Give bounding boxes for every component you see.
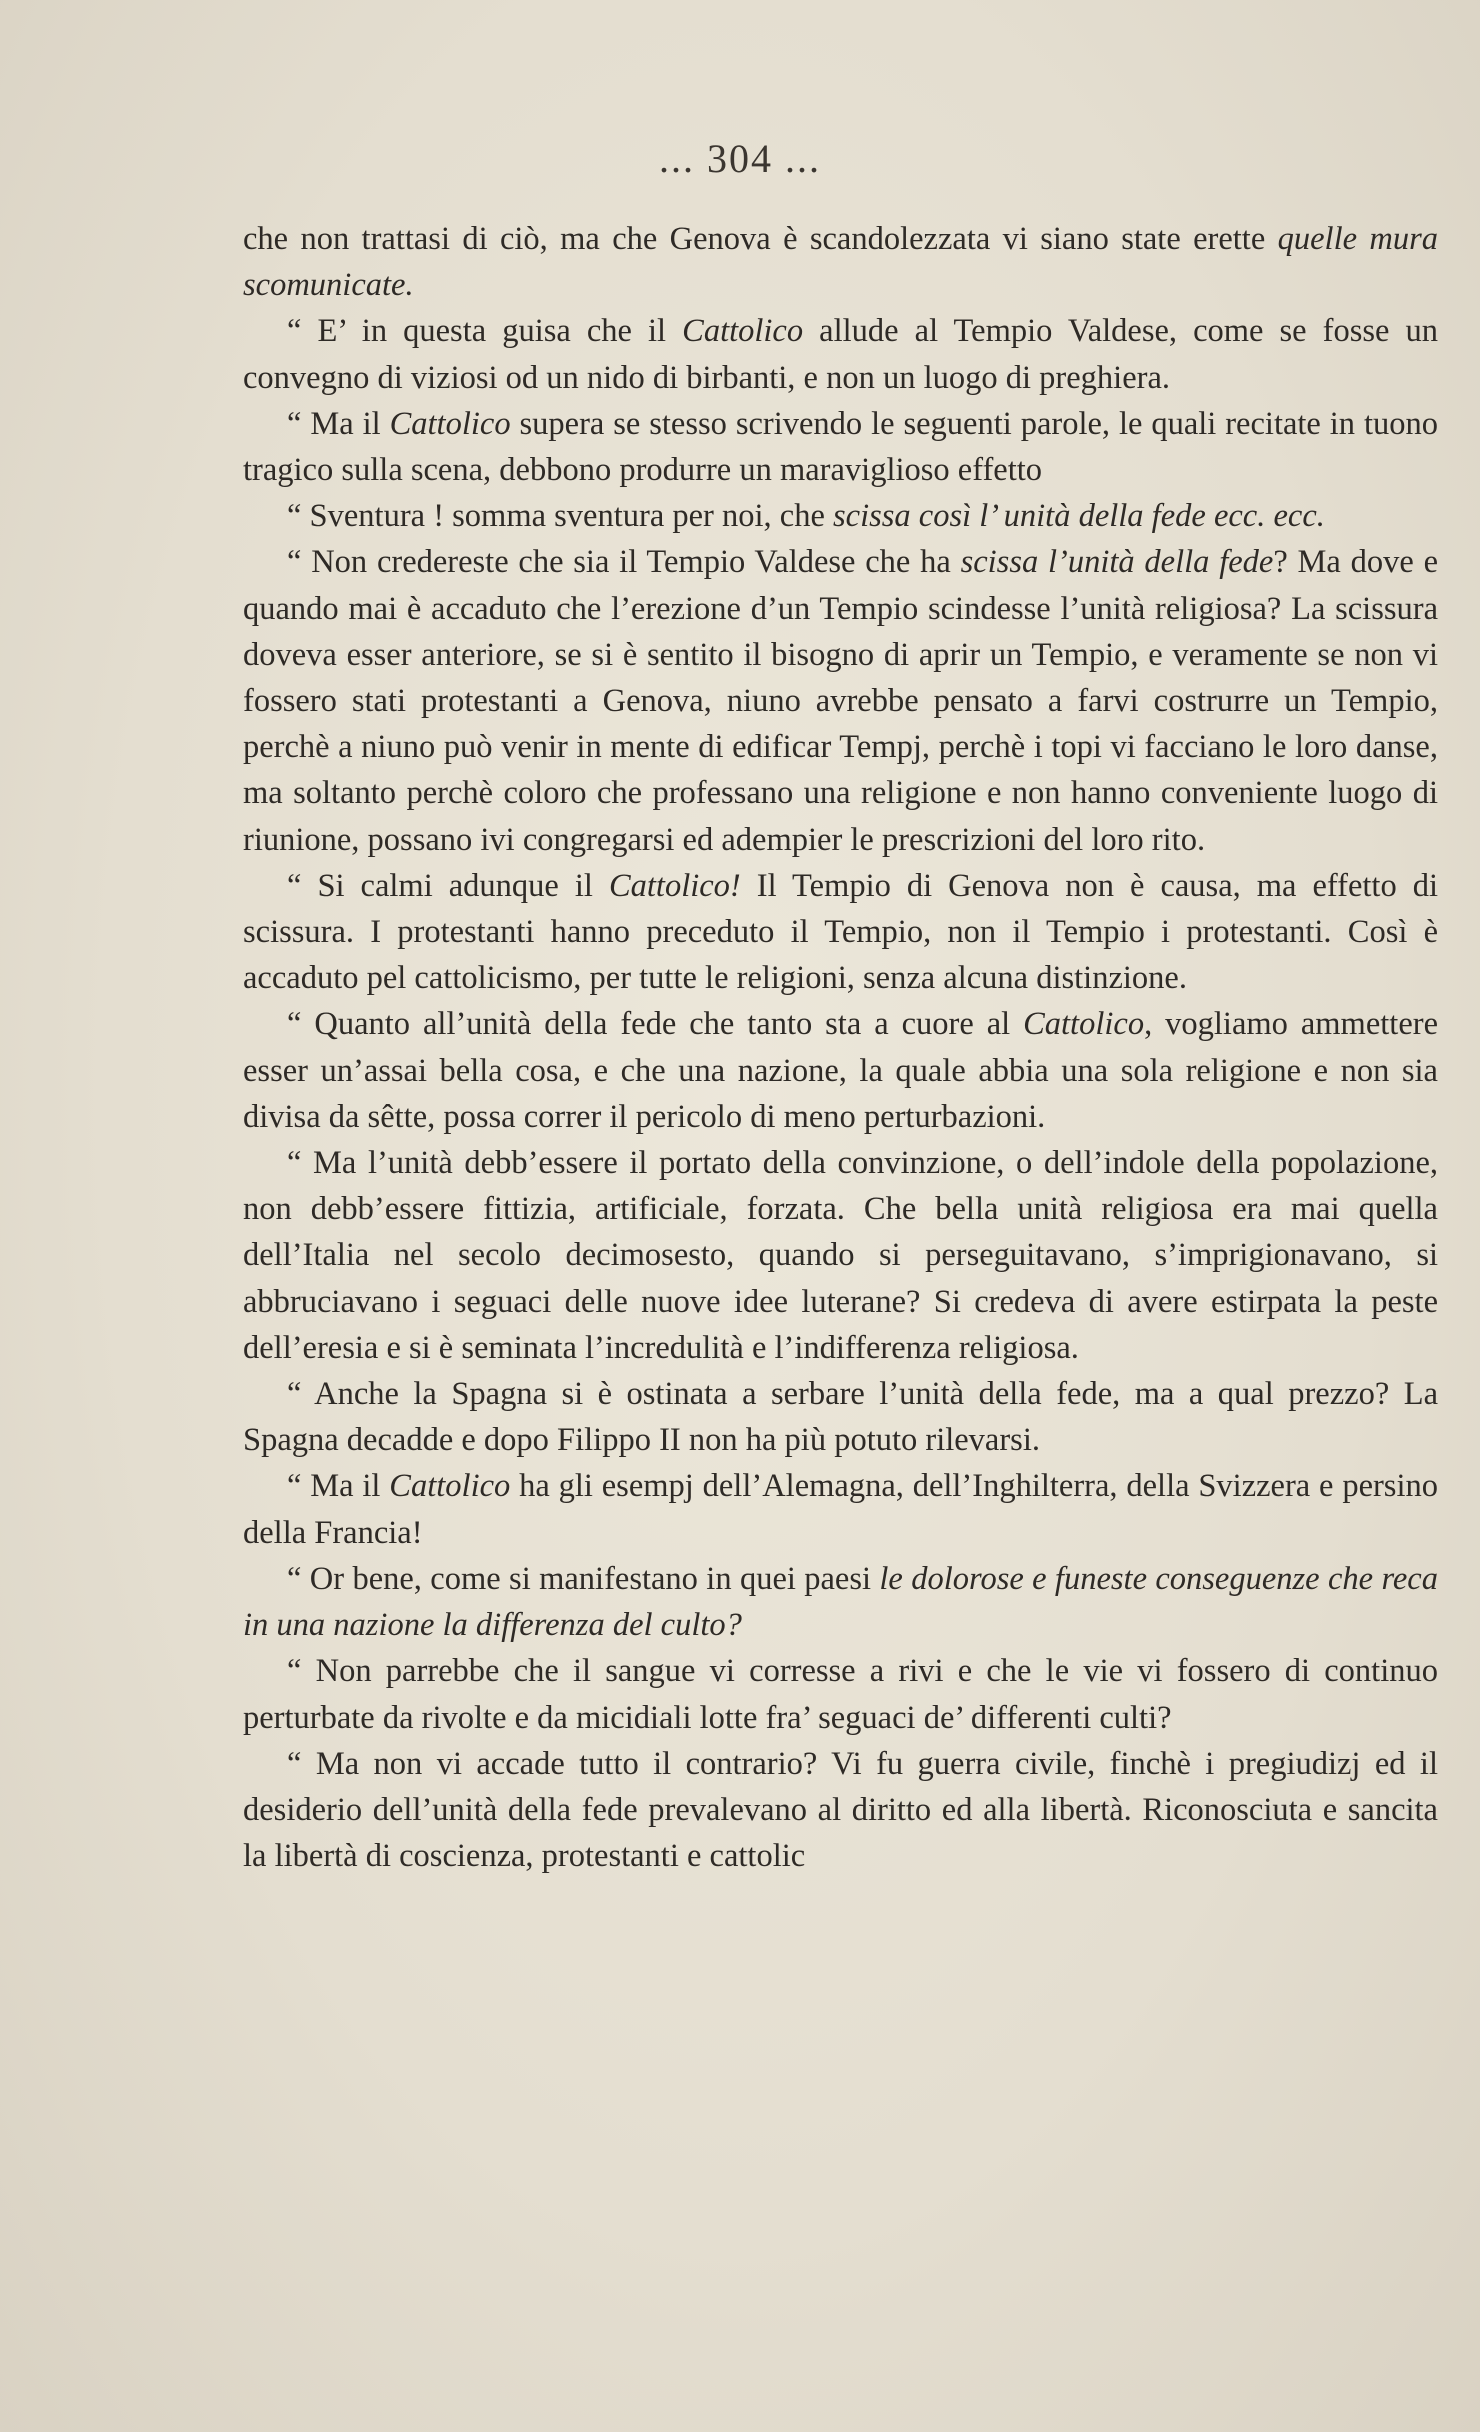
text-run: “ Anche la Spagna si è ostinata a serbare l’unità della fede, ma a qual prezzo? La Spagna decadde e dopo Filippo II non ha più potuto rilevarsi. xyxy=(243,1376,1438,1459)
italic-text: scissa l’unità della fede xyxy=(960,544,1274,581)
italic-text: le dolorose e funeste conseguenze che reca in una nazione la differenza del culto? xyxy=(243,1560,1438,1644)
text-run: ha gli esempj dell’Alemagna, dell’Inghilterra, della Svizzera e persino della Francia! xyxy=(243,1468,1438,1551)
paragraph xyxy=(243,1463,1438,1555)
text-run: “ Ma non vi accade tutto il contrario? Vi fu guerra civile, finchè i pregiudizj ed il desiderio dell’unità della fede prevalevano al diritto ed alla libertà. Riconosciuta e sancita la libertà di coscienza, protestanti e cattolic xyxy=(243,1745,1438,1875)
paragraph xyxy=(243,1556,1438,1648)
page-number: ... 304 ... xyxy=(659,136,821,181)
paragraph xyxy=(243,539,1438,862)
paragraph xyxy=(243,863,1438,1002)
italic-text: Cattolico xyxy=(389,1468,511,1505)
paragraph xyxy=(243,216,1438,308)
page-text xyxy=(243,216,1438,1879)
text-run: Il Tempio di Genova non è causa, ma effetto di scissura. I protestanti hanno preceduto il Tempio, non il Tempio i protestanti. Così è accaduto pel cattolicismo, per tutte le religioni, senza alcuna distinzione. xyxy=(243,867,1438,997)
text-run: allude al Tempio Valdese, come se fosse un convegno di viziosi od un nido di birbanti, e non un luogo di preghiera. xyxy=(243,313,1438,396)
text-run: “ E’ in questa guisa che il xyxy=(287,313,683,350)
text-run: “ Ma il xyxy=(287,1468,390,1505)
text-run: “ Ma l’unità debb’essere il portato della convinzione, o dell’indole della popolazione, non debb’essere fittizia, artificiale, forzata. Che bella unità religiosa era mai quella dell’Italia nel secolo decimosesto, quando si perseguitavano, s’imprigionavano, si abbruciavano i seguaci delle nuove idee luterane? Si credeva di avere estirpata la peste dell’eresia e si è seminata l’incredulità e l’indifferenza religiosa. xyxy=(243,1145,1438,1366)
italic-text: quelle mura scomunicate. xyxy=(243,221,1439,304)
paragraph xyxy=(243,1001,1438,1140)
text-run: “ Ma il xyxy=(287,405,390,442)
paragraph xyxy=(243,1648,1438,1740)
italic-text: Cattolico! xyxy=(608,867,741,904)
text-run: che non trattasi di ciò, ma che Genova è scandolezzata vi siano state erette xyxy=(243,221,1278,257)
italic-text: Cattolico xyxy=(682,313,804,350)
italic-text: Cattolico xyxy=(1023,1006,1145,1043)
text-run: supera se stesso scrivendo le seguenti parole, le quali recitate in tuono tragico sulla scena, debbono produrre un maraviglioso effetto xyxy=(243,405,1439,489)
paragraph xyxy=(243,493,1438,539)
text-run: “ Or bene, come si manifestano in quei paesi xyxy=(287,1560,880,1597)
text-run: “ Non parrebbe che il sangue vi corresse a rivi e che le vie vi fossero di continuo perturbate da rivolte e da micidiali lotte fra’ seguaci de’ differenti culti? xyxy=(243,1653,1438,1736)
text-run: “ Si calmi adunque il xyxy=(287,867,609,904)
text-run: , vogliamo ammettere esser un’assai bella cosa, e che una nazione, la quale abbia una sola religione e non sia divisa da sêtte, possa correr il pericolo di meno perturbazioni. xyxy=(243,1006,1438,1135)
paragraph xyxy=(243,1741,1438,1880)
text-run: “ Sventura ! somma sventura per noi, che xyxy=(287,498,834,535)
paragraph xyxy=(243,1140,1438,1371)
text-run: ? Ma dove e quando mai è accaduto che l’erezione d’un Tempio scindesse l’unità religiosa? La scissura doveva esser anteriore, se si è sentito il bisogno di aprir un Tempio, e veramente se non vi fossero stati protestanti a Genova, niuno avrebbe pensato a farvi costrurre un Tempio, perchè a niuno può venir in mente di edificar Tempj, perchè i topi vi facciano le loro danse, ma soltanto perchè coloro che professano una religione e non hanno conveniente luogo di riunione, possano ivi congregarsi ed adempier le prescrizioni del loro rito. xyxy=(243,544,1438,858)
paragraph xyxy=(243,401,1438,493)
italic-text: Cattolico xyxy=(389,405,511,442)
paragraph xyxy=(243,1371,1438,1463)
italic-text: scissa così l’ unità della fede ecc. ecc. xyxy=(833,498,1325,535)
text-run: “ Non credereste che sia il Tempio Valdese che ha xyxy=(287,544,961,581)
text-run: “ Quanto all’unità della fede che tanto sta a cuore al xyxy=(287,1006,1024,1043)
paragraph xyxy=(243,308,1438,400)
